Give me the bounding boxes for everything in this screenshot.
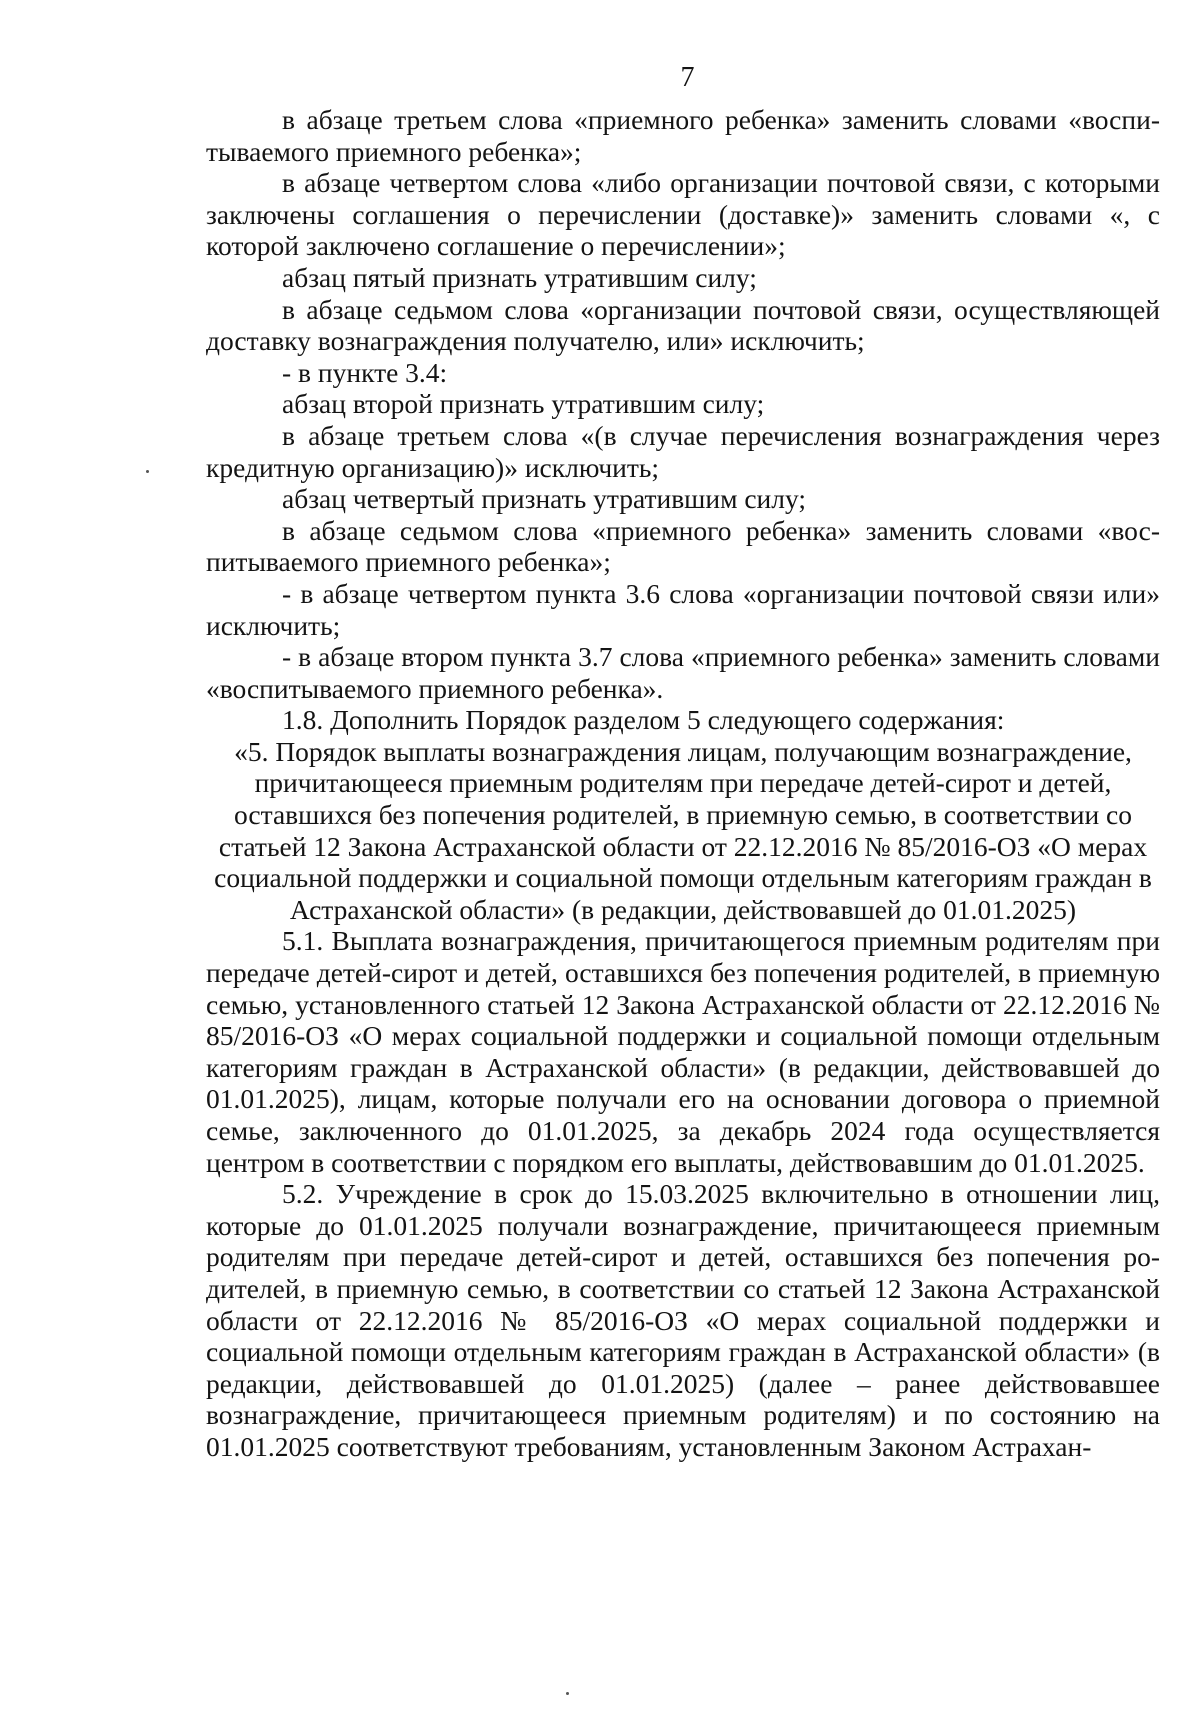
paragraph: абзац четвертый признать утратившим силу; xyxy=(282,483,807,515)
paragraph: в абзаце третьем слова «приемного ребенка» заменить словами «воспитываемого приемного ребенка»; xyxy=(206,104,1160,167)
page-number: 7 xyxy=(680,62,695,93)
scan-speck xyxy=(146,470,149,473)
clause-5-2: 5.2. Учреждение в срок до 15.03.2025 включительно в отношении лиц, которые до 01.01.2025 получали вознаграждение, причитающееся приемным родителям при передаче детей-сирот и детей, оставшихся без попечения родителей, в приемную семью, в соответствии со статьей 12 Закона Астраханской области от 22.12.2016 № 85/2016-ОЗ «О мерах социальной поддержки и социальной помощи отдельным категориям граждан в Астраханской области» (в редакции, действовавшей до 01.01.2025) (далее – ранее действовавшее вознаграждение, причитающееся приемным родителям) и по состоянию на 01.01.2025 соответствуют требованиям, установленным Законом Астрахан- xyxy=(206,1178,1160,1462)
paragraph: - в пункте 3.4: xyxy=(282,356,448,388)
paragraph: абзац второй признать утратившим силу; xyxy=(282,388,765,420)
paragraph: - в абзаце четвертом пункта 3.6 слова «организации почтовой связи или» исключить; xyxy=(206,577,1160,641)
section-title: «5. Порядок выплаты вознаграждения лицам, получающим вознаграждение, причитающееся приемным родителям при передаче детей-сирот и детей, оставшихся без попечения родителей, в приемную семью, в соответствии со статьей 12 Закона Астраханской области от 22.12.2016 № 85/2016-ОЗ «О мерах социальной поддержки и социальной помощи отдельным категориям граждан в Астраханской области» (в редакции, действовавшей до 01.01.2025) xyxy=(214,735,1152,925)
paragraph: абзац пятый признать утратившим силу; xyxy=(282,261,757,293)
clause-5-1: 5.1. Выплата вознаграждения, причитающегося приемным родителям при передаче детей-сирот и детей, оставшихся без попечения родителей, в приемную семью, установленного статьей 12 Закона Астраханской области от 22.12.2016 № 85/2016-ОЗ «О мерах социальной поддержки и социальной помощи отдельным категориям граждан в Астраханской области» (в редакции, действовавшей до 01.01.2025), лицам, которые получали его на основании договора о приемной семье, заключенного до 01.01.2025, за декабрь 2024 года осуществляется центром в соответствии с порядком его выплаты, действовавшим до 01.01.2025. xyxy=(206,925,1160,1178)
scan-speck xyxy=(566,1692,569,1695)
paragraph: в абзаце четвертом слова «либо организации почтовой связи, с которыми заключены соглашения о перечислении (доставке)» заменить словами «, с которой заключено соглашение о перечислении»; xyxy=(206,167,1160,262)
paragraph: в абзаце седьмом слова «приемного ребенка» заменить словами «воспитываемого приемного ребенка»; xyxy=(206,514,1160,578)
document-body xyxy=(206,104,1160,1463)
paragraph: в абзаце третьем слова «(в случае перечисления вознаграждения через кредитную организацию)» исключить; xyxy=(206,419,1160,483)
paragraph: - в абзаце втором пункта 3.7 слова «приемного ребенка» заменить словами «воспитываемого приемного ребенка». xyxy=(206,641,1160,704)
paragraph: в абзаце седьмом слова «организации почтовой связи, осуществляющей доставку вознаграждения получателю, или» исключить; xyxy=(206,293,1160,357)
paragraph: 1.8. Дополнить Порядок разделом 5 следующего содержания: xyxy=(282,704,1005,736)
